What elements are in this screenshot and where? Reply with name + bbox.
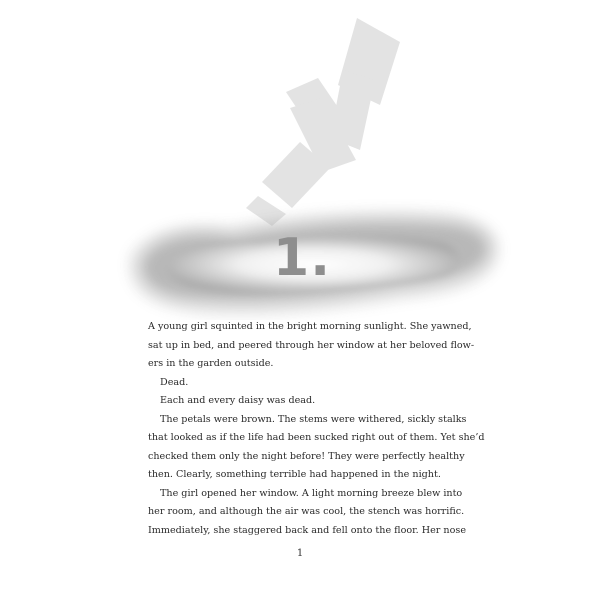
text-line: The petals were brown. The stems were withered, sickly stalks (160, 413, 467, 425)
text-line: her room, and although the air was cool, the stench was horrific. (148, 506, 465, 517)
paragraph (148, 411, 485, 485)
stylized-sword-icon (246, 18, 400, 226)
paragraph (148, 374, 468, 393)
text-line: sat up in bed, and peered through her window at her beloved flow- (148, 339, 475, 351)
text-line: ers in the garden outside. (148, 358, 274, 369)
paragraph (148, 485, 468, 541)
text-line: Immediately, she staggered back and fell onto the floor. Her nose (148, 524, 466, 536)
text-line: A young girl squinted in the bright morning sunlight. She yawned, (148, 321, 472, 332)
text-line: Each and every daisy was dead. (160, 395, 316, 406)
text-line: that looked as if the life had been sucked right out of them. Yet she’d (148, 432, 485, 443)
text-line: Dead. (160, 376, 189, 388)
text-line: checked them only the night before! They were perfectly healthy (148, 450, 465, 462)
chapter-number: 1. (273, 228, 331, 288)
text-line: then. Clearly, something terrible had happened in the night. (148, 469, 441, 480)
page-number: 1 (296, 548, 304, 559)
chapter-body-text (148, 318, 485, 540)
text-line: The girl opened her window. A light morning breeze blew into (160, 487, 463, 499)
paragraph (148, 318, 475, 374)
paragraph (148, 392, 468, 411)
